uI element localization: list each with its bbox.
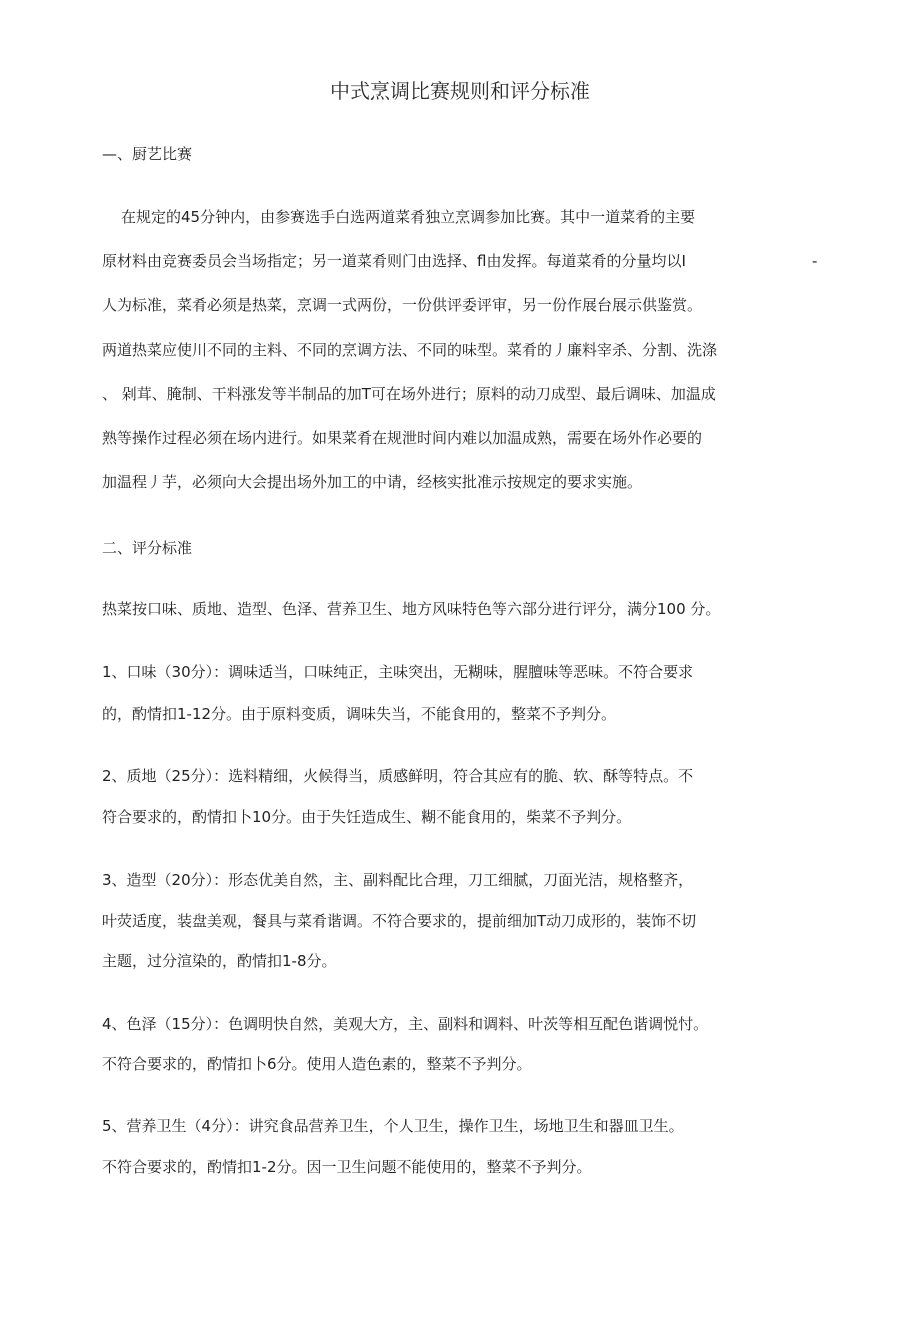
criterion-color-line: 4、色泽（15分）：色调明快自然，美观大方，主、副料和调料、叶茨等相互配色谐调悦忖。 [102,1015,709,1033]
criterion-shape-line: 3、造型（20分）：形态优美自然，主、副料配比合理，刀工细腻，刀面光洁，规格整齐， [102,871,694,889]
section-heading-2: 二、评分标准 [102,539,193,557]
paragraph-line: 加温程丿芋，必须向大会提出场外加工的中请，经核实批准示按规定的要求实施。 [102,473,643,491]
trailing-dash: - [812,252,818,270]
criterion-hygiene-line: 不符合要求的，酌情扣1-2分。因一卫生问题不能使用的，整菜不予判分。 [102,1158,592,1176]
scoring-intro: 热菜按口味、质地、造型、色泽、营养卫生、地方风味特色等六部分进行评分，满分100 分。 [102,600,721,618]
criterion-color-line: 不符合要求的，酌情扣卜6分。使用人造色素的，整菜不予判分。 [102,1055,532,1073]
criterion-texture-line: 符合要求的，酌情扣卜10分。由于失饪造成生、糊不能食用的，柴菜不予判分。 [102,808,632,826]
paragraph-line: 两道热菜应使川不同的主料、不同的烹调方法、不同的味型。菜肴的丿廉料宰杀、分割、洗涤 [102,341,718,359]
document-title: 中式烹调比赛规则和评分标准 [330,79,590,103]
criterion-taste-line: 1、口味（30分）：调味适当，口味纯正，主味突出，无糊味，腥膻味等恶味。不符合要求 [102,663,694,681]
criterion-shape-line: 叶荧适度，装盘美观，餐具与菜肴谐调。不符合要求的，提前细加T动刀成形的，装饰不切 [102,912,697,930]
criterion-hygiene-line: 5、营养卫生（4分）：讲究食品营养卫生，个人卫生，操作卫生，场地卫生和器皿卫生。 [102,1117,684,1135]
criterion-taste-line: 的，酌情扣1-12分。由于原料变质，调味失当，不能食用的，整菜不予判分。 [102,705,617,723]
paragraph-line: 、 剁茸、腌制、干料涨发等半制品的加T可在场外进行；原料的动刀成型、最后调味、加温成 [102,385,716,403]
paragraph-line: 在规定的45分钟内，由参赛选手白选两道菜肴独立烹调参加比赛。其中一道菜肴的主要 [121,208,696,226]
paragraph-line: 人为标准，菜肴必须是热菜，烹调一式两份，一份供评委评审，另一份作展台展示供鉴赏。 [102,296,703,314]
criterion-shape-line: 主题，过分渲染的，酌情扣1-8分。 [102,952,337,970]
section-heading-1: —、厨艺比赛 [102,145,193,163]
criterion-texture-line: 2、质地（25分）：选料精细，火候得当，质感鲜明，符合其应有的脆、软、酥等特点。不 [102,767,694,785]
paragraph-line: 熟等操作过程必须在场内进行。如果菜肴在规泄时间内难以加温成熟，需要在场外作必要的 [102,429,703,447]
paragraph-line: 原材料由竞赛委员会当场指定；另一道菜肴则门由选择、fl由发挥。每道菜肴的分量均以I [102,252,686,270]
